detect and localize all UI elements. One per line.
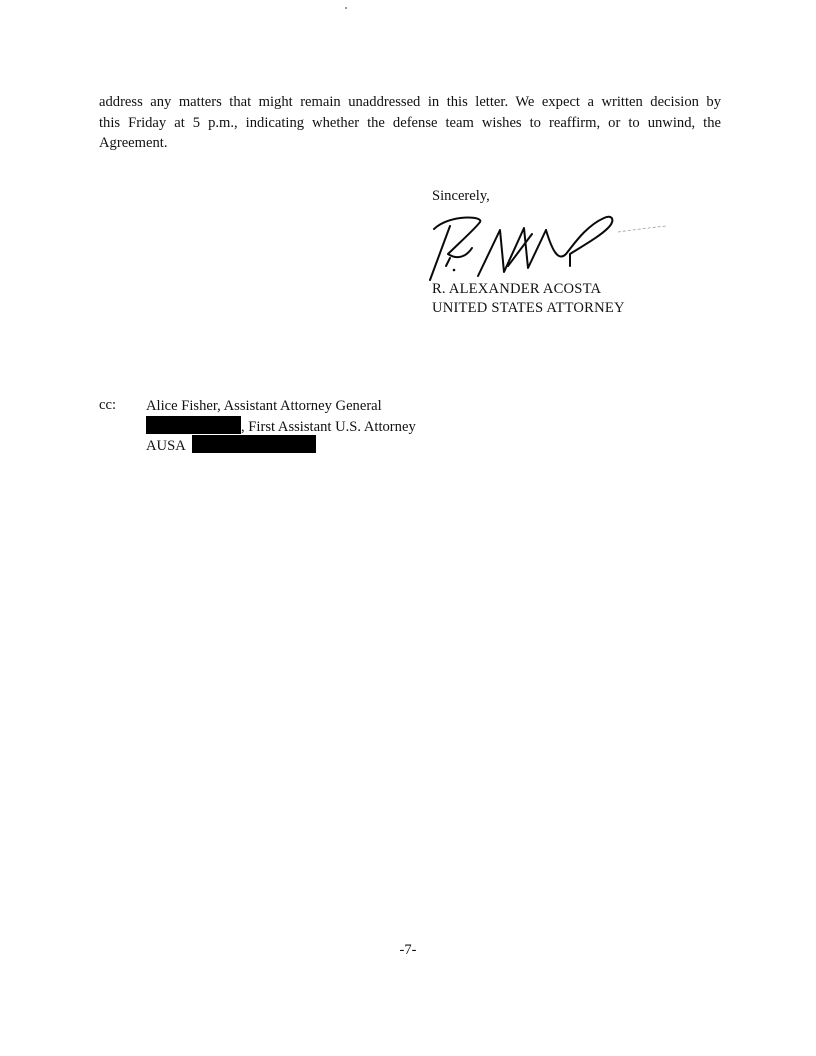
signer-name: R. ALEXANDER ACOSTA: [432, 281, 602, 297]
closing-paragraph: [99, 92, 721, 154]
cc-recipient-prefix: AUSA: [146, 438, 186, 454]
handwritten-signature: [420, 210, 670, 286]
cc-recipient-title: , First Assistant U.S. Attorney: [241, 419, 416, 435]
cc-recipient: [146, 416, 416, 436]
complimentary-close: Sincerely,: [432, 188, 490, 204]
page-number: -7-: [399, 942, 417, 958]
signer-title: UNITED STATES ATTORNEY: [432, 300, 625, 316]
paragraph-line: Agreement.: [99, 135, 168, 151]
cc-recipient: [146, 435, 316, 455]
scan-speck: [345, 7, 347, 9]
cc-label: cc:: [99, 397, 117, 413]
redaction-bar: [146, 416, 241, 434]
cc-recipient: Alice Fisher, Assistant Attorney General: [146, 398, 382, 414]
redaction-bar: [192, 435, 316, 453]
paragraph-line: this Friday at 5 p.m., indicating whether the defense team wishes to reaffirm, or to unwind, the: [99, 114, 721, 131]
paragraph-line: address any matters that might remain unaddressed in this letter. We expect a written decision by: [99, 94, 721, 110]
